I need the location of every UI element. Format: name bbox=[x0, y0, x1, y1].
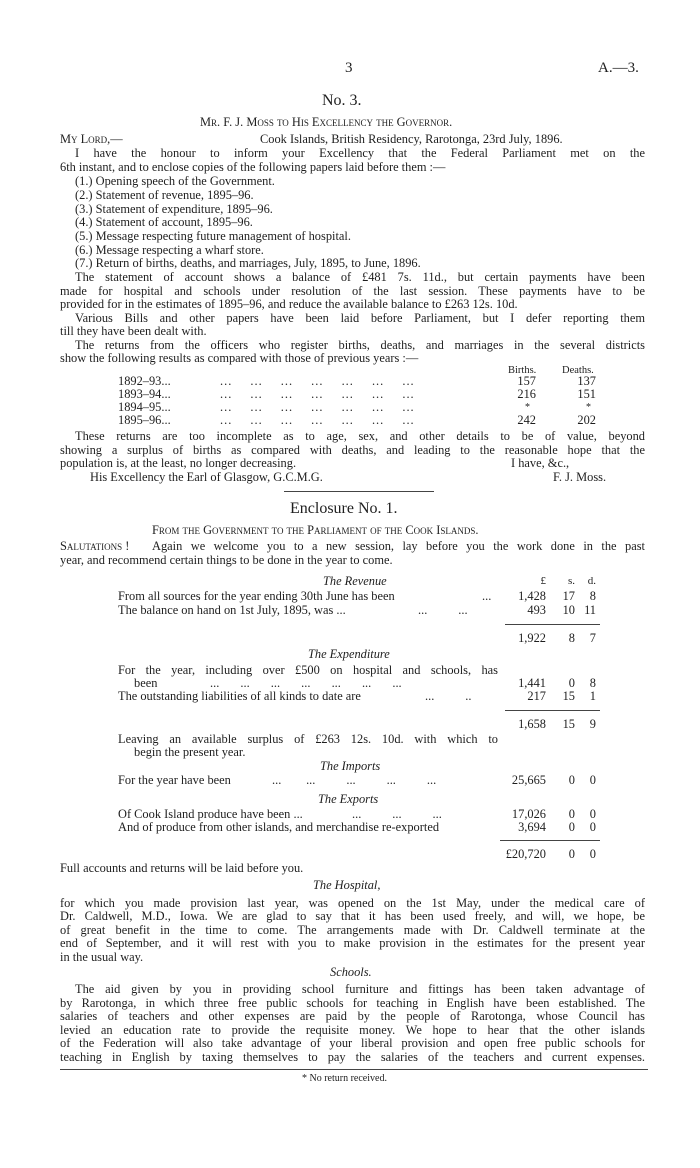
expenditure-total-shillings: 15 bbox=[562, 717, 575, 731]
amount-pounds: 3,694 bbox=[518, 820, 546, 834]
letter-paragraph-line: showing a surplus of births as compared with deaths, and leading to the reasonable hope that the bbox=[60, 443, 645, 457]
hospital-line: Dr. Caldwell, M.D., Iowa. We are glad to say that it has been used freely, and will, we hope, be bbox=[60, 909, 645, 923]
schools-title: Schools. bbox=[330, 965, 372, 979]
table-row-year: 1893–94... bbox=[118, 387, 171, 401]
letter-addressee: His Excellency the Earl of Glasgow, G.C.M.G. bbox=[90, 470, 323, 484]
revenue-line: The balance on hand on 1st July, 1895, was ... bbox=[118, 603, 346, 617]
letter-paragraph-line: Various Bills and other papers have been laid before Parliament, but I defer reporting them bbox=[75, 311, 645, 325]
letter-closing: I have, &c., bbox=[511, 456, 570, 470]
table-row-deaths: 151 bbox=[577, 387, 596, 401]
letter-place-date: Cook Islands, British Residency, Rarotonga, 23rd July, 1896. bbox=[260, 132, 563, 146]
amount-pounds: 493 bbox=[527, 603, 546, 617]
amount-pence: 0 bbox=[589, 807, 596, 821]
table-row-year: 1894–95... bbox=[118, 400, 171, 414]
revenue-total-pounds: 1,922 bbox=[518, 631, 546, 645]
table-row-year: 1895–96... bbox=[118, 413, 171, 427]
amount-shillings: 10 bbox=[562, 603, 575, 617]
hospital-line: end of September, and it will rest with you to make provision in the estimates for the present year bbox=[60, 936, 645, 950]
amount-pence: 8 bbox=[589, 676, 596, 690]
exports-title: The Exports bbox=[318, 792, 379, 806]
table-row-year: 1892–93... bbox=[118, 374, 171, 388]
section-divider bbox=[284, 491, 434, 492]
imports-line: For the year have been bbox=[118, 773, 231, 787]
footnote-rule bbox=[60, 1069, 648, 1070]
total-rule bbox=[505, 624, 600, 625]
letter-signature: F. J. Moss. bbox=[553, 470, 607, 484]
enclosure-from-line: From the Government to the Parliament of the Cook Islands. bbox=[152, 523, 479, 537]
list-item: (7.) Return of births, deaths, and marriages, July, 1895, to June, 1896. bbox=[75, 256, 421, 270]
table-row-births: 157 bbox=[517, 374, 536, 388]
schools-line: levied an education rate to provide the requisite money. We hope to hear that the other islands bbox=[60, 1023, 645, 1037]
revenue-dots: ... bbox=[482, 589, 492, 603]
amount-pounds: 17,026 bbox=[511, 807, 546, 821]
enclosure-title: Enclosure No. 1. bbox=[290, 500, 398, 517]
enclosure-salutations: Salutations ! bbox=[60, 539, 130, 553]
letter-paragraph-line: provided for in the estimates of 1895–96, and reduce the available balance to £263 12s. 10d. bbox=[60, 297, 518, 311]
surplus-line: begin the present year. bbox=[134, 745, 246, 759]
list-item: (1.) Opening speech of the Government. bbox=[75, 174, 275, 188]
expenditure-total-pence: 9 bbox=[589, 717, 596, 731]
list-item: (3.) Statement of expenditure, 1895–96. bbox=[75, 202, 273, 216]
letter-paragraph-line: 6th instant, and to enclose copies of the following papers laid before them :— bbox=[60, 160, 446, 174]
total-rule bbox=[500, 840, 600, 841]
revenue-line: From all sources for the year ending 30th June has been bbox=[118, 589, 395, 603]
column-header-births: Births. bbox=[508, 365, 537, 376]
amount-shillings: 15 bbox=[562, 689, 575, 703]
grand-total-pounds: £20,720 bbox=[505, 847, 546, 861]
schools-line: by Rarotonga, in which three free public schools for teaching in English have been established. The bbox=[60, 996, 645, 1010]
table-row-dots: ... ... ... ... ... ... ... bbox=[220, 374, 415, 388]
letter-paragraph-line: show the following results as compared with those of previous years :— bbox=[60, 351, 419, 365]
hospital-line: for which you made provision last year, was opened on the 1st May, under the medical care of bbox=[60, 896, 645, 910]
expenditure-dots: ... .. bbox=[425, 689, 472, 703]
amount-shillings: 0 bbox=[568, 676, 575, 690]
amount-shillings: 17 bbox=[562, 589, 575, 603]
amount-shillings: 0 bbox=[568, 807, 575, 821]
footnote: * No return received. bbox=[302, 1073, 387, 1084]
amount-pence: 0 bbox=[589, 820, 596, 834]
letter-paragraph-line: These returns are too incomplete as to age, sex, and other details to be of value, beyond bbox=[75, 429, 645, 443]
revenue-dots: ... ... bbox=[418, 603, 468, 617]
letter-paragraph-line: population is, at the least, no longer decreasing. bbox=[60, 456, 297, 470]
imports-dots: ... ... ... ... ... bbox=[272, 773, 437, 787]
column-header-deaths: Deaths. bbox=[562, 365, 594, 376]
amount-pence: 1 bbox=[589, 689, 596, 703]
exports-dots: ... ... ... bbox=[352, 807, 442, 821]
table-row-deaths: 137 bbox=[577, 374, 596, 388]
schools-line: salaries of teachers and other expenses are paid by the people of Rarotonga, whose Council has bbox=[60, 1009, 645, 1023]
grand-total-shillings: 0 bbox=[568, 847, 575, 861]
list-item: (4.) Statement of account, 1895–96. bbox=[75, 215, 253, 229]
schools-line: teaching in English by taxing themselves to pay the salaries of the teachers and current expenses. bbox=[60, 1050, 645, 1064]
letter-paragraph-line: I have the honour to inform your Excellency that the Federal Parliament met on the bbox=[75, 146, 645, 160]
letter-salutation: My Lord,— bbox=[60, 132, 123, 146]
grand-total-pence: 0 bbox=[589, 847, 596, 861]
expenditure-title: The Expenditure bbox=[308, 647, 390, 661]
enclosure-intro-line: Again we welcome you to a new session, lay before you the work done in the past bbox=[152, 539, 645, 553]
expenditure-line: The outstanding liabilities of all kinds to date are bbox=[118, 689, 361, 703]
amount-pounds: 1,428 bbox=[518, 589, 546, 603]
hospital-line: in the usual way. bbox=[60, 950, 144, 964]
hospital-title: The Hospital, bbox=[313, 878, 381, 892]
amount-pence: 8 bbox=[589, 589, 596, 603]
amount-pounds: 25,665 bbox=[511, 773, 546, 787]
exports-line: And of produce from other islands, and merchandise re-exported bbox=[118, 820, 440, 834]
schools-line: of the Federation will also take advantage of your liberal provision and open free public schools for bbox=[60, 1036, 645, 1050]
money-header-pounds: £ bbox=[540, 575, 546, 587]
letter-paragraph-line: The returns from the officers who register births, deaths, and marriages in the several districts bbox=[75, 338, 645, 352]
amount-pence: 11 bbox=[584, 603, 596, 617]
amount-shillings: 0 bbox=[568, 773, 575, 787]
letter-paragraph-line: till they have been dealt with. bbox=[60, 324, 207, 338]
list-item: (6.) Message respecting a wharf store. bbox=[75, 243, 264, 257]
table-row-deaths: * bbox=[586, 402, 591, 413]
surplus-line: Leaving an available surplus of £263 12s. 10d. with which to bbox=[118, 732, 498, 746]
letter-paragraph-line: The statement of account shows a balance of £481 7s. 11d., but certain payments have been bbox=[75, 270, 645, 284]
letter-from-line: Mr. F. J. Moss to His Excellency the Governor. bbox=[200, 115, 453, 129]
table-row-dots: ... ... ... ... ... ... ... bbox=[220, 400, 415, 414]
table-row-dots: ... ... ... ... ... ... ... bbox=[220, 413, 415, 427]
expenditure-line: been bbox=[134, 676, 158, 690]
expenditure-line: For the year, including over £500 on hospital and schools, has bbox=[118, 663, 498, 677]
total-rule bbox=[505, 710, 600, 711]
table-row-dots: ... ... ... ... ... ... ... bbox=[220, 387, 415, 401]
table-row-births: * bbox=[525, 402, 530, 413]
expenditure-dots: ... ... ... ... ... ... ... bbox=[210, 676, 402, 690]
letter-number: No. 3. bbox=[322, 92, 362, 109]
revenue-title: The Revenue bbox=[323, 574, 387, 588]
amount-pounds: 217 bbox=[527, 689, 546, 703]
revenue-total-pence: 7 bbox=[589, 631, 596, 645]
amount-pence: 0 bbox=[589, 773, 596, 787]
letter-paragraph-line: made for hospital and schools under resolution of the last session. These payments have to be bbox=[60, 284, 645, 298]
list-item: (2.) Statement of revenue, 1895–96. bbox=[75, 188, 254, 202]
imports-title: The Imports bbox=[320, 759, 381, 773]
table-row-births: 242 bbox=[517, 413, 536, 427]
page-number: 3 bbox=[345, 60, 353, 76]
revenue-total-shillings: 8 bbox=[568, 631, 575, 645]
hospital-line: of great benefit in the time to come. The arrangements made with Dr. Caldwell terminate at the bbox=[60, 923, 645, 937]
schools-line: The aid given by you in providing school furniture and fittings has been taken advantage of bbox=[75, 982, 645, 996]
accounts-line: Full accounts and returns will be laid before you. bbox=[60, 861, 304, 875]
amount-pounds: 1,441 bbox=[518, 676, 546, 690]
money-header-shillings: s. bbox=[567, 575, 575, 587]
table-row-births: 216 bbox=[517, 387, 536, 401]
expenditure-total-pounds: 1,658 bbox=[518, 717, 546, 731]
list-item: (5.) Message respecting future management of hospital. bbox=[75, 229, 351, 243]
document-reference: A.—3. bbox=[598, 60, 639, 76]
money-header-pence: d. bbox=[587, 575, 596, 587]
amount-shillings: 0 bbox=[568, 820, 575, 834]
exports-line: Of Cook Island produce have been ... bbox=[118, 807, 303, 821]
enclosure-intro-line: year, and recommend certain things to be done in the year to come. bbox=[60, 553, 393, 567]
table-row-deaths: 202 bbox=[577, 413, 596, 427]
